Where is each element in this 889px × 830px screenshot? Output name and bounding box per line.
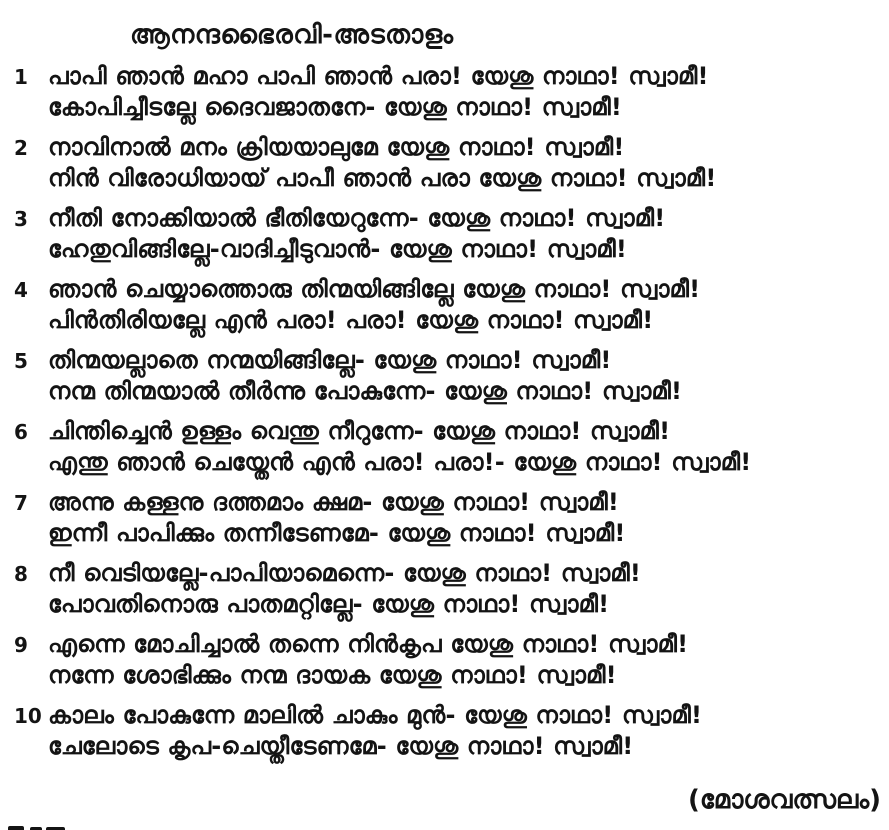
verse-lines xyxy=(48,558,641,620)
verse-line: ഞാൻ ചെയ്യാത്തൊരു തിന്മയിങ്ങില്ലേ യേശു നാഥാ! സ്വാമീ! xyxy=(48,275,701,303)
verse-line: പാപി ഞാൻ മഹാ പാപി ഞാൻ പരാ! യേശു നാഥാ! സ്വാമീ! xyxy=(48,62,709,90)
verse-lines xyxy=(48,345,682,407)
verse-number: 8 xyxy=(14,562,28,586)
verse-number: 3 xyxy=(14,207,28,231)
verse-number: 1 xyxy=(14,65,28,89)
verse-line: ചിന്തിച്ചെൻ ഉള്ളം വെന്തു നീറുന്നേ- യേശു നാഥാ! സ്വാമീ! xyxy=(48,417,671,445)
verse-10 xyxy=(0,700,889,762)
verse-lines xyxy=(48,61,709,123)
verse-line: തിന്മയല്ലാതെ നന്മയിങ്ങില്ലേ- യേശു നാഥാ! സ്വാമീ! xyxy=(48,346,612,374)
verse-line: നീ വെടിയല്ലേ-പാപിയാമെന്നെ- യേശു നാഥാ! സ്വാമീ! xyxy=(48,559,642,587)
verse-number: 10 xyxy=(14,704,42,728)
verse-5 xyxy=(0,345,889,407)
verse-number: 4 xyxy=(14,278,28,302)
verse-line: കോപിച്ചീടല്ലേ ദൈവജാതനേ- യേശു നാഥാ! സ്വാമീ! xyxy=(48,93,622,121)
verse-number: 7 xyxy=(14,491,28,515)
verse-2 xyxy=(0,132,889,194)
verse-line: പോവതിനൊരു പാതമറ്റില്ലേ- യേശു നാഥാ! സ്വാമീ! xyxy=(48,590,610,618)
verse-lines xyxy=(48,629,688,691)
verse-list xyxy=(0,61,889,762)
verse-line: ചേലോടെ കൃപ-ചെയ്തീടേണമേ- യേശു നാഥാ! സ്വാമീ! xyxy=(48,732,634,760)
verse-line: ഹേതുവിങ്ങില്ലേ-വാദിച്ചീടുവാൻ- യേശു നാഥാ! സ്വാമീ! xyxy=(48,235,628,263)
verse-line: നിൻ വിരോധിയായ് പാപീ ഞാൻ പരാ യേശു നാഥാ! സ്വാമീ! xyxy=(48,164,717,192)
verse-number: 5 xyxy=(14,349,28,373)
verse-number: 6 xyxy=(14,420,28,444)
verse-lines xyxy=(48,203,665,265)
verse-7 xyxy=(0,487,889,549)
verse-line: അന്നു കള്ളനു ദത്തമാം ക്ഷമ- യേശു നാഥാ! സ്വാമീ! xyxy=(48,488,620,516)
verse-number: 2 xyxy=(14,136,28,160)
song-title: ആനന്ദഭൈരവി-അടതാളം xyxy=(130,20,454,50)
verse-line: എന്നെ മോചിച്ചാൽ തന്നെ നിൻകൃപ യേശു നാഥാ! സ്വാമീ! xyxy=(48,630,689,658)
author-attribution: (മോശവത്സലം) xyxy=(688,785,881,815)
verse-4 xyxy=(0,274,889,336)
cut-off-page-number xyxy=(8,825,70,830)
verse-8 xyxy=(0,558,889,620)
verse-lines xyxy=(48,274,700,336)
verse-line: ഇന്നീ പാപിക്കും തന്നീടേണമേ- യേശു നാഥാ! സ്വാമീ! xyxy=(48,519,626,547)
verse-1 xyxy=(0,61,889,123)
verse-lines xyxy=(48,132,716,194)
verse-line: നന്നേ ശോഭിക്കും നന്മ ദായക യേശു നാഥാ! സ്വാമീ! xyxy=(48,661,617,689)
verse-lines xyxy=(48,487,626,549)
verse-line: നന്മ തിന്മയാൽ തീർന്നു പോകുന്നേ- യേശു നാഥാ! സ്വാമീ! xyxy=(48,377,683,405)
verse-number: 9 xyxy=(14,633,28,657)
verse-line: നീതി നോക്കിയാൽ ഭീതിയേറുന്നേ- യേശു നാഥാ! സ്വാമീ! xyxy=(48,204,666,232)
glyph-fragment xyxy=(8,826,24,830)
verse-line: കാലം പോകുന്നേ മാലിൽ ചാകും മുൻ- യേശു നാഥാ! സ്വാമീ! xyxy=(48,701,703,729)
verse-line: പിൻതിരിയല്ലേ എൻ പരാ! പരാ! യേശു നാഥാ! സ്വാമീ! xyxy=(48,306,654,334)
verse-9 xyxy=(0,629,889,691)
verse-3 xyxy=(0,203,889,265)
verse-6 xyxy=(0,416,889,478)
verse-line: നാവിനാൽ മനം ക്രിയയാലുമേ യേശു നാഥാ! സ്വാമീ! xyxy=(48,133,625,161)
verse-lines xyxy=(48,700,702,762)
verse-line: എന്തു ഞാൻ ചെയ്തേൻ എൻ പരാ! പരാ!- യേശു നാഥാ! സ്വാമീ! xyxy=(48,448,752,476)
verse-lines xyxy=(48,416,751,478)
